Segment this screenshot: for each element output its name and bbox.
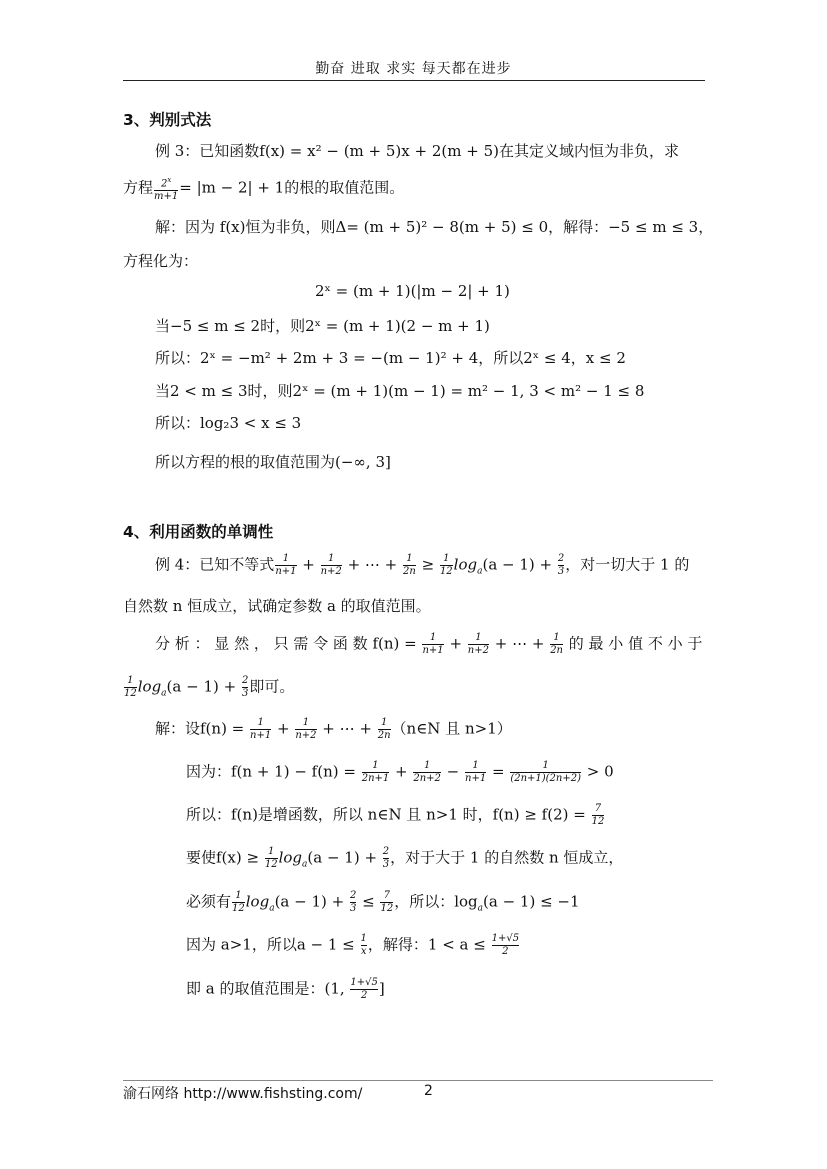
footer-rule bbox=[123, 1080, 713, 1081]
solution-4-need: 要使f(x) ≥ $\frac{1}{12}$ $\log_a(a - 1)$ + $\frac{2}{3}$ ，对于大于 1 的自然数 n 恒成立， bbox=[186, 846, 624, 870]
section-3-heading: 3、判别式法 bbox=[123, 111, 212, 129]
analysis-4-line-2: $\frac{1}{12}$ $\log_a(a - 1)$ + $\frac{2}{3}$ 即可。 bbox=[124, 675, 295, 699]
solution-3-equation: 2ˣ = (m + 1)(|m − 2| + 1) bbox=[315, 282, 510, 300]
solution-3-case-1: 当−5 ≤ m ≤ 2时，则2ˣ = (m + 1)(2 − m + 1) bbox=[155, 317, 490, 335]
fraction-2x-over-m1: $\frac{2^x}{m+1}$ bbox=[154, 176, 179, 203]
solution-3-case-1-result: 所以：2ˣ = −m² + 2m + 3 = −(m − 1)² + 4，所以2ˣ ≤ 4，x ≤ 2 bbox=[155, 349, 626, 367]
solution-3-conclusion: 所以方程的根的取值范围为(−∞, 3] bbox=[155, 453, 391, 471]
example-3-equation-line bbox=[123, 174, 404, 203]
page-header: 勤奋 进取 求实 每天都在进步 bbox=[315, 61, 512, 77]
solution-3-line-1: 解：因为 f(x)恒为非负，则Δ= (m + 5)² − 8(m + 5) ≤ 0，解得：−5 ≤ m ≤ 3， bbox=[155, 218, 714, 236]
eq-rest: = |m − 2| + 1的根的取值范围。 bbox=[179, 178, 405, 197]
solution-4-solve-a: 因为 a>1，所以a − 1 ≤ $\frac{1}{x}$ ，解得：1 < a ≤ $\frac{1+√5}{2}$ bbox=[186, 933, 520, 957]
solution-4-range: 即 a 的取值范围是：(1, $\frac{1+√5}{2}$ ] bbox=[186, 977, 385, 1001]
footer-site: 渝石网络 http://www.fishsting.com/ bbox=[123, 1086, 363, 1102]
solution-3-line-2: 方程化为： bbox=[123, 252, 199, 270]
example-4-statement-line-2: 自然数 n 恒成立，试确定参数 a 的取值范围。 bbox=[123, 597, 431, 615]
solution-3-case-2: 当2 < m ≤ 3时，则2ˣ = (m + 1)(m − 1) = m² − 1, 3 < m² − 1 ≤ 8 bbox=[155, 382, 645, 400]
example-3-statement: 例 3：已知函数f(x) = x² − (m + 5)x + 2(m + 5)在其定义域内恒为非负，求 bbox=[155, 142, 679, 160]
header-rule bbox=[123, 80, 705, 81]
section-4-heading: 4、利用函数的单调性 bbox=[123, 523, 274, 541]
example-4-statement: 例 4：已知不等式 $\frac{1}{n+1}$ + $\frac{1}{n+2}$ + ⋯ + $\frac{1}{2n}$ ≥ $\frac{1}{12}$ $\log_a(a - 1)$ + $\frac{2}{3}$ ，对一切大于 1 的 bbox=[155, 553, 690, 577]
analysis-4-line-1: 分 析 ： 显 然 ， 只 需 令 函 数 f(n) = $\frac{1}{n+1}$ + $\frac{1}{n+2}$ + ⋯ + $\frac{1}{2n}$ 的 最 小 值 不 小 于 bbox=[155, 632, 703, 656]
solution-4-must: 必须有 $\frac{1}{12}$ $\log_a(a - 1)$ + $\frac{2}{3}$ ≤ $\frac{7}{12}$ ，所以：$\log_a(a - 1) \le -1$ bbox=[186, 890, 580, 914]
page-number: 2 bbox=[424, 1083, 433, 1099]
solution-4-difference: 因为：f(n + 1) − f(n) = $\frac{1}{2n+1}$ + $\frac{1}{2n+2}$ − $\frac{1}{n+1}$ = $\frac{1}{(2n+1)(2n+2)}$ > 0 bbox=[186, 760, 614, 784]
solution-4-define: 解：设f(n) = $\frac{1}{n+1}$ + $\frac{1}{n+2}$ + ⋯ + $\frac{1}{2n}$ （n∈N 且 n>1） bbox=[155, 717, 512, 741]
solution-4-increasing: 所以：f(n)是增函数，所以 n∈N 且 n>1 时，f(n) ≥ f(2) = $\frac{7}{12}$ bbox=[186, 803, 605, 827]
solution-3-case-2-result: 所以：log₂3 < x ≤ 3 bbox=[155, 414, 302, 432]
eq-prefix: 方程 bbox=[123, 178, 154, 197]
